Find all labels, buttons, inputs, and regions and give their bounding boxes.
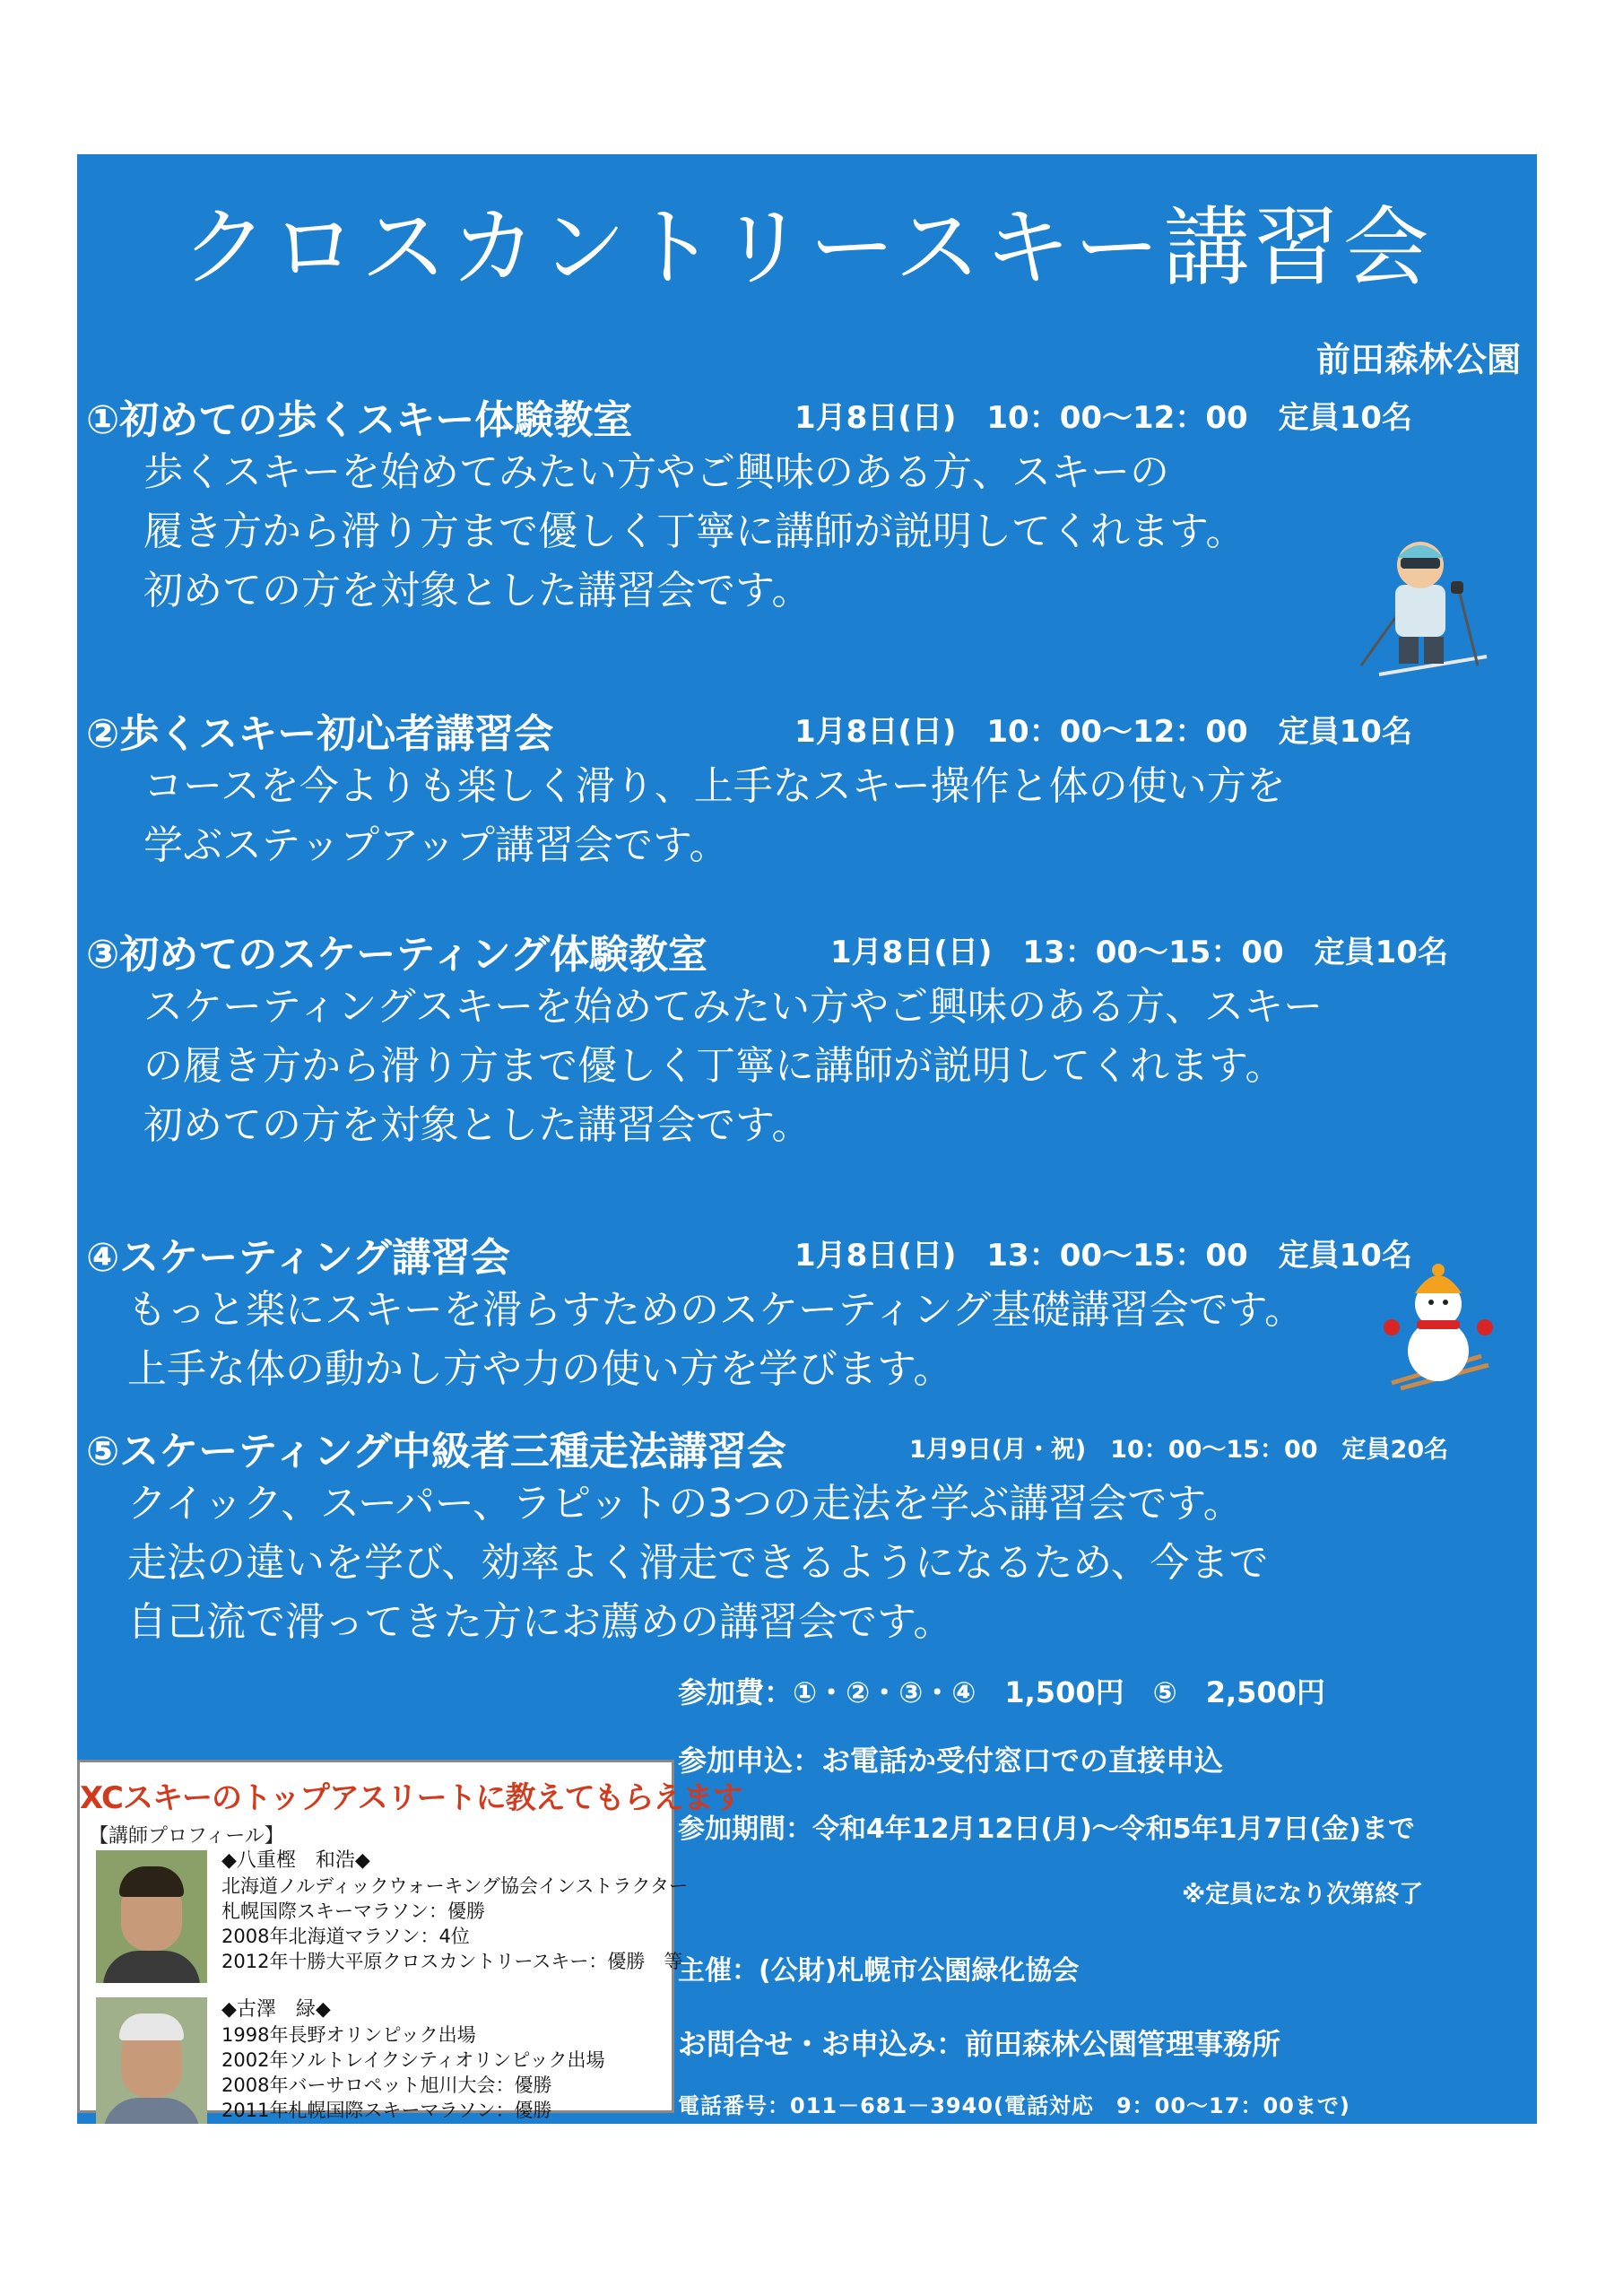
course-section-3	[86, 922, 1448, 1155]
course-description	[127, 1474, 1268, 1652]
snowman-illustration	[1374, 1257, 1499, 1392]
description-line: 履き方から滑り方まで優しく丁寧に講師が説明してくれます。	[143, 509, 1245, 554]
organizer-info: 主催：(公財)札幌市公園緑化協会	[678, 1955, 1080, 1987]
profile-heading: XCスキーのトップアスリートに教えてもらえます	[80, 1780, 742, 1816]
capacity-note: ※定員になり次第終了	[1182, 1881, 1424, 1909]
instructor-info	[221, 1997, 604, 2123]
course-schedule: 1月8日(日) 13：00～15：00 定員10名	[830, 935, 1448, 970]
instructor-record: 2008年バーサロペット旭川大会：優勝	[221, 2074, 552, 2096]
description-line: の履き方から滑り方まで優しく丁寧に講師が説明してくれます。	[143, 1043, 1285, 1089]
instructor-photo	[96, 1997, 207, 2124]
course-title: ②歩くスキー初心者講習会	[86, 711, 554, 757]
description-line: 初めての方を対象とした講習会です。	[143, 1102, 812, 1148]
course-section-4	[86, 1225, 1412, 1399]
page-title: クロスカントリースキー講習会	[181, 197, 1433, 298]
description-line: 走法の違いを学び、効率よく滑走できるようになるため、今まで	[127, 1540, 1269, 1586]
course-section-1	[86, 387, 1412, 621]
period-info: 参加期間：令和4年12月12日(月)～令和5年1月7日(金)まで	[678, 1813, 1415, 1845]
instructor-info	[221, 1848, 688, 1974]
skier-illustration	[1352, 531, 1496, 683]
contact-info: お問合せ・お申込み：前田森林公園管理事務所	[678, 2027, 1281, 2061]
course-description	[127, 1281, 1304, 1399]
instructor-record: 2008年北海道マラソン：4位	[221, 1926, 470, 1947]
course-description	[143, 757, 1286, 875]
description-line: 自己流で滑ってきた方にお薦めの講習会です。	[127, 1599, 953, 1645]
course-section-5	[86, 1419, 1449, 1652]
description-line: スケーティングスキーを始めてみたい方やご興味のある方、スキー	[143, 984, 1324, 1030]
instructor-profile-box	[77, 1760, 742, 2121]
instructor-record: 1998年長野オリンピック出場	[221, 2024, 476, 2046]
profile-subheading: 【講師プロフィール】	[89, 1825, 284, 1848]
description-line: 歩くスキーを始めてみたい方やご興味のある方、スキーの	[143, 449, 1169, 495]
instructor-photo	[96, 1850, 207, 1983]
description-line: もっと楽にスキーを滑らすためのスケーティング基礎講習会です。	[127, 1287, 1305, 1333]
description-line: コースを今よりも楽しく滑り、上手なスキー操作と体の使い方を	[143, 763, 1286, 809]
description-line: 上手な体の動かし方や力の使い方を学びます。	[127, 1346, 953, 1392]
course-title: ③初めてのスケーティング体験教室	[86, 932, 707, 978]
instructor-name: ◆古澤 緑◆	[221, 1998, 331, 2021]
course-description	[143, 443, 1245, 621]
course-title: ⑤スケーティング中級者三種走法講習会	[86, 1429, 786, 1474]
course-schedule: 1月9日(月・祝) 10：00～15：00 定員20名	[909, 1436, 1449, 1464]
flyer	[77, 154, 1537, 2124]
description-line: 学ぶステップアップ講習会です。	[143, 822, 729, 868]
instructor-record: 2012年十勝大平原クロスカントリースキー：優勝 等	[221, 1951, 683, 1972]
course-description	[143, 978, 1323, 1155]
description-line: 初めての方を対象とした講習会です。	[143, 568, 812, 613]
phone-info: 電話番号：011－681－3940(電話対応 9：00～17：00まで)	[678, 2093, 1350, 2118]
course-section-2	[86, 701, 1412, 875]
fee-info: 参加費：①・②・③・④ 1,500円 ⑤ 2,500円	[678, 1675, 1325, 1709]
instructor-record: 北海道ノルディックウォーキング協会インストラクター	[221, 1875, 688, 1897]
instructor-record: 2011年札幌国際スキーマラソン：優勝	[221, 2100, 552, 2121]
course-title: ④スケーティング講習会	[86, 1235, 510, 1281]
instructor-record: 2002年ソルトレイクシティオリンピック出場	[221, 2049, 605, 2071]
venue-label: 前田森林公園	[1315, 340, 1521, 379]
course-schedule: 1月8日(日) 10：00～12：00 定員10名	[794, 714, 1412, 750]
instructor-record: 札幌国際スキーマラソン：優勝	[221, 1900, 485, 1922]
description-line: クイック、スーパー、ラピットの3つの走法を学ぶ講習会です。	[127, 1481, 1243, 1526]
apply-info: 参加申込：お電話か受付窓口での直接申込	[678, 1744, 1224, 1778]
instructor-name: ◆八重樫 和浩◆	[221, 1849, 370, 1872]
course-schedule: 1月8日(日) 13：00～15：00 定員10名	[794, 1238, 1412, 1274]
course-schedule: 1月8日(日) 10：00～12：00 定員10名	[794, 400, 1412, 436]
course-title: ①初めての歩くスキー体験教室	[86, 397, 633, 443]
